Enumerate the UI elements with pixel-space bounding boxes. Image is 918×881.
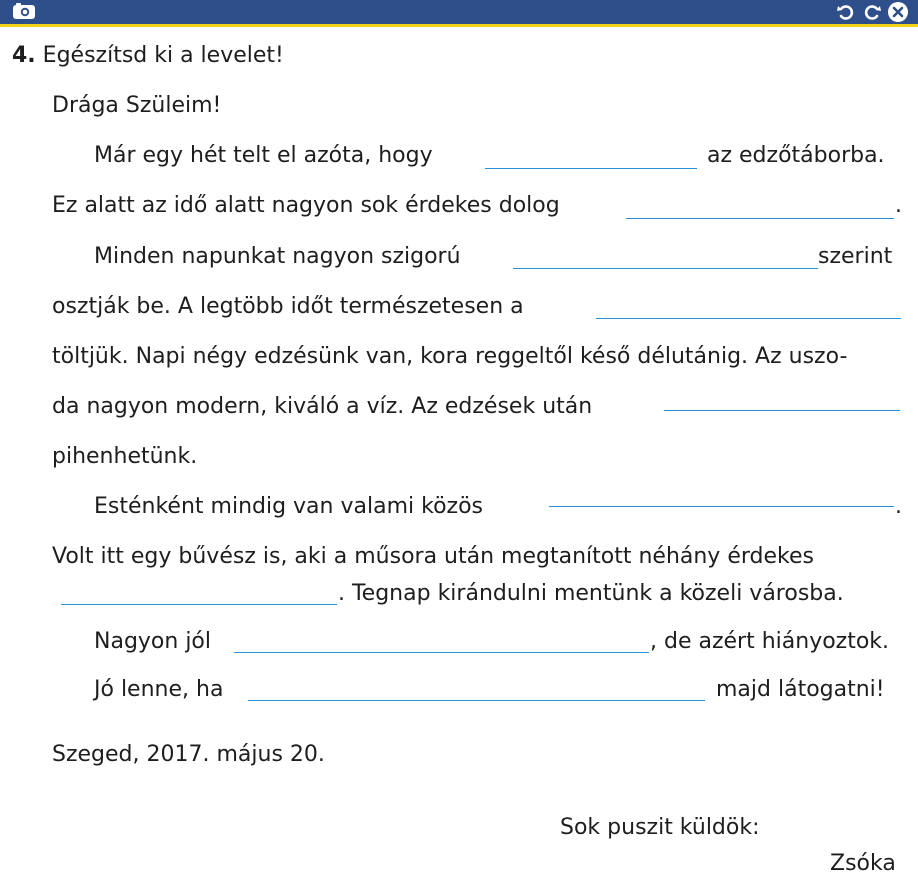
line-11-end: , de azért hiányoztok. [650,629,890,654]
line-5-text: töltjük. Napi négy edzésünk van, kora reggeltől késő délutánig. Az uszo- [52,344,848,369]
line-3-text: Minden napunkat nagyon szigorú [94,244,461,269]
blank-4[interactable] [596,318,901,319]
toolbar [0,0,918,27]
blank-8[interactable] [234,652,649,653]
letter-date: Szeged, 2017. május 20. [52,742,325,767]
line-8-text: Esténként mindig van valami közös [94,494,483,519]
line-7-text: pihenhetünk. [52,444,198,469]
blank-2[interactable] [626,218,894,219]
line-8-end: . [895,494,902,519]
line-2-text: Ez alatt az idő alatt nagyon sok érdekes dolog [52,193,560,218]
line-3-end: szerint [818,244,893,269]
exercise-instruction: Egészítsd ki a levelet! [42,43,284,68]
close-icon[interactable] [886,1,910,23]
exercise-heading [12,42,284,70]
line-11-text: Nagyon jól [94,629,212,654]
blank-3[interactable] [513,268,818,269]
greeting: Drága Szüleim! [52,93,222,118]
line-4-text: osztják be. A legtöbb időt természetesen a [52,294,524,319]
line-1-text: Már egy hét telt el azóta, hogy [94,143,433,168]
line-2-end: . [895,193,902,218]
redo-icon[interactable] [860,1,884,23]
blank-1[interactable] [485,168,697,169]
letter-signature: Zsóka [830,851,896,876]
undo-icon[interactable] [834,1,858,23]
blank-5[interactable] [664,410,900,411]
line-1-end: az edzőtáborba. [707,143,885,168]
exercise-number: 4. [12,43,36,68]
blank-6[interactable] [549,506,894,507]
line-6-text: da nagyon modern, kiváló a víz. Az edzések után [52,394,593,419]
camera-icon[interactable] [12,2,36,20]
line-12-end: majd látogatni! [716,677,885,702]
line-10-text: . Tegnap kirándulni mentünk a közeli városba. [338,581,844,606]
line-12-text: Jó lenne, ha [94,677,224,702]
blank-9[interactable] [248,700,705,701]
letter-closing: Sok puszit küldök: [560,815,760,840]
blank-7[interactable] [61,604,337,605]
line-9-text: Volt itt egy bűvész is, aki a műsora után megtanított néhány érdekes [52,544,814,569]
